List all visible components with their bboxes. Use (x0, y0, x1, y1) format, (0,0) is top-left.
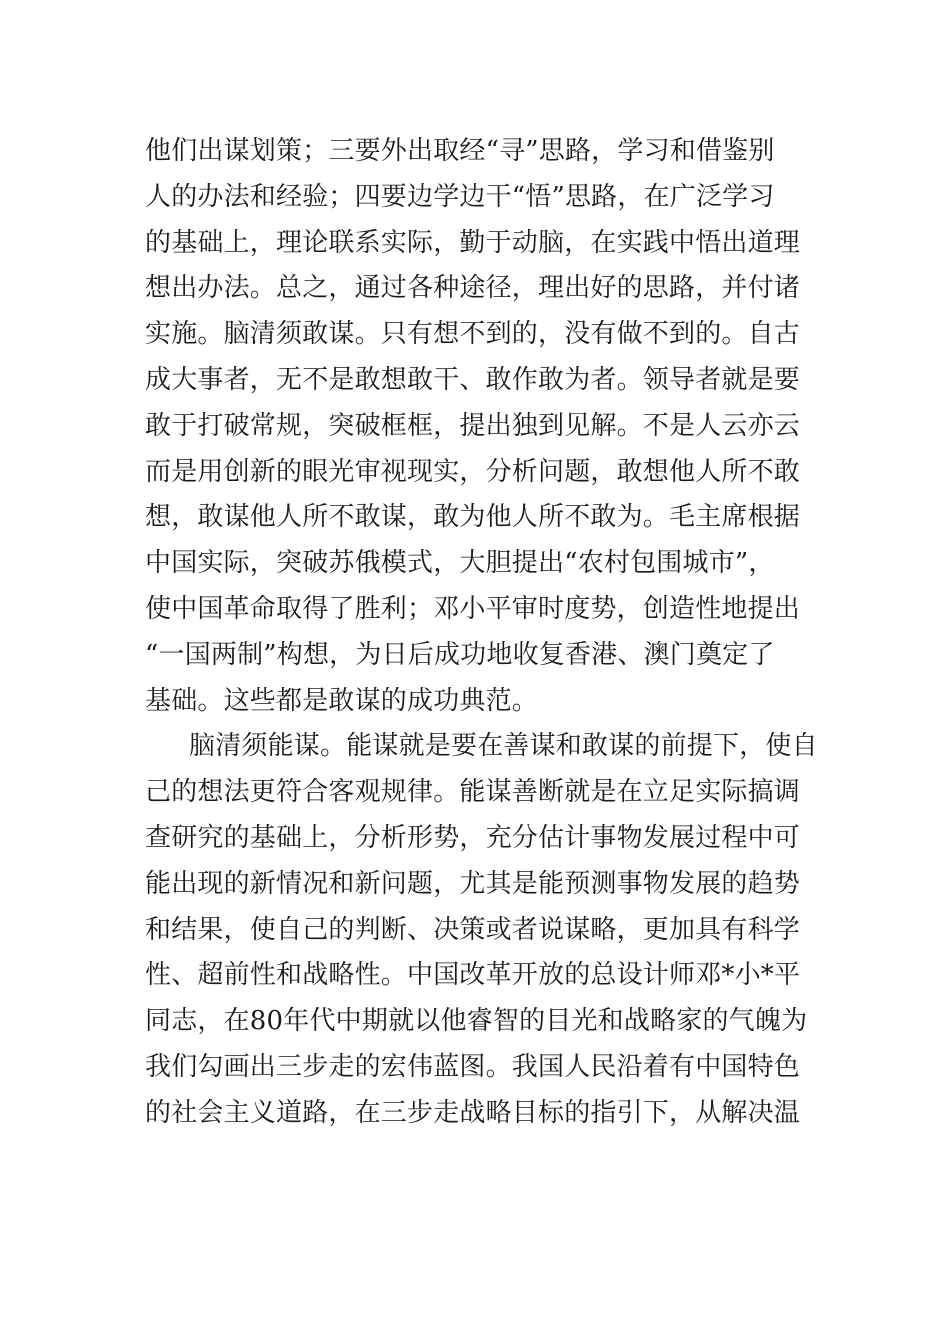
text-line: “一国两制”构想，为日后成功地收复香港、澳门奠定了 (145, 639, 775, 670)
text-line: 我们勾画出三步走的宏伟蓝图。我国人民沿着有中国特色 (145, 1051, 801, 1082)
text-line: 使中国革命取得了胜利；邓小平审时度势，创造性地提出 (145, 593, 801, 624)
text-line: 基础。这些都是敢谋的成功典范。 (145, 685, 539, 716)
text-line: 的社会主义道路，在三步走战略目标的指引下，从解决温 (145, 1097, 801, 1128)
document-body (145, 129, 818, 1137)
paragraph-1 (145, 129, 815, 724)
text-line: 敢于打破常规，突破框框，提出独到见解。不是人云亦云 (145, 410, 801, 441)
text-line: 而是用创新的眼光审视现实，分析问题，敢想他人所不敢 (145, 456, 801, 487)
text-line: 的基础上，理论联系实际，勤于动脑，在实践中悟出道理 (145, 227, 801, 258)
text-line: 人的办法和经验；四要边学边干“悟”思路，在广泛学习 (145, 181, 775, 212)
text-line: 实施。脑清须敢谋。只有想不到的，没有做不到的。自古 (145, 319, 801, 350)
text-line: 查研究的基础上，分析形势，充分估计事物发展过程中可 (145, 822, 801, 853)
text-line: 想，敢谋他人所不敢谋，敢为他人所不敢为。毛主席根据 (145, 502, 801, 533)
text-line: 成大事者，无不是敢想敢干、敢作敢为者。领导者就是要 (145, 364, 801, 395)
text-line: 能出现的新情况和新问题，尤其是能预测事物发展的趋势 (145, 868, 801, 899)
text-line: 他们出谋划策；三要外出取经“寻”思路，学习和借鉴别 (145, 136, 775, 166)
text-line: 脑清须能谋。能谋就是要在善谋和敢谋的前提下，使自 (189, 731, 818, 762)
text-line: 己的想法更符合客观规律。能谋善断就是在立足实际搞调 (145, 777, 801, 808)
text-line: 和结果，使自己的判断、决策或者说谋略，更加具有科学 (145, 914, 801, 945)
text-line: 同志，在80年代中期就以他睿智的目光和战略家的气魄为 (145, 1006, 808, 1037)
text-line: 性、超前性和战略性。中国改革开放的总设计师邓*小*平 (145, 960, 801, 991)
text-line: 想出办法。总之，通过各种途径，理出好的思路，并付诸 (145, 273, 801, 304)
text-line: 中国实际，突破苏俄模式，大胆提出“农村包围城市”， (145, 548, 775, 579)
paragraph-2 (145, 724, 818, 1136)
